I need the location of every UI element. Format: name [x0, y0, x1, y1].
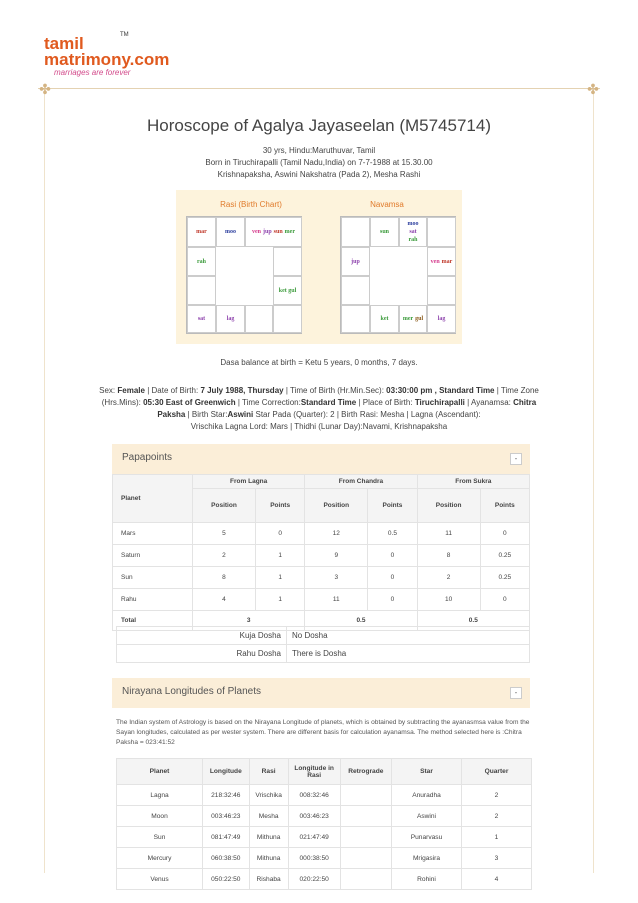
planet-label: mer	[284, 229, 295, 235]
value: 03:30:00 pm , Standard Time	[386, 386, 495, 395]
planet-label: gul	[415, 316, 424, 322]
cell: 3	[462, 848, 532, 869]
table-row	[113, 545, 530, 567]
planet-label: sun	[379, 229, 389, 235]
cell: 0	[368, 567, 417, 589]
info-line-1: 30 yrs, Hindu:Maruthuvar, Tamil	[262, 146, 376, 155]
table-row	[117, 627, 530, 645]
value: 7 July 1988, Thursday	[200, 386, 284, 395]
cell: 0.25	[480, 567, 529, 589]
table-row	[113, 523, 530, 545]
cell: 4	[193, 589, 256, 611]
cell: 2	[193, 545, 256, 567]
cell: 2	[417, 567, 480, 589]
cell: 10	[417, 589, 480, 611]
logo-line1: tamil	[44, 34, 84, 53]
col-header: Points	[255, 489, 304, 523]
value: Chitra Paksha	[157, 398, 537, 419]
cell: 000:38:50	[288, 848, 340, 869]
cell: Rohini	[392, 869, 462, 890]
rasi-house-aries	[216, 217, 245, 247]
planet-label: sat	[409, 229, 417, 235]
value: Aswini	[227, 410, 254, 419]
col-header-planet: Planet	[113, 475, 193, 523]
cell	[340, 827, 391, 848]
col-header: Position	[193, 489, 256, 523]
planet-label: ket	[380, 316, 389, 322]
label: | Place of Birth:	[358, 398, 413, 407]
rasi-house-leo	[273, 276, 302, 305]
cell: 0	[480, 523, 529, 545]
papapoints-title: Papapoints	[122, 452, 173, 463]
cell: 021:47:49	[288, 827, 340, 848]
info-line-3: Krishnapaksha, Aswini Nakshatra (Pada 2), Mesha Rashi	[217, 170, 421, 179]
table-row	[117, 806, 532, 827]
cell: 12	[305, 523, 368, 545]
cell: Total	[113, 611, 193, 631]
nav-house-scorpio	[370, 305, 399, 333]
cell	[340, 869, 391, 890]
cell: Rahu Dosha	[117, 645, 287, 663]
value: Standard Time	[300, 398, 357, 407]
nav-house-sagittarius	[341, 305, 370, 333]
cell: Sun	[117, 827, 203, 848]
frame-right-border	[593, 88, 594, 873]
cell: 0	[368, 545, 417, 567]
cell: 2	[462, 785, 532, 806]
cell: 1	[255, 545, 304, 567]
planet-label: ven	[430, 258, 440, 265]
planet-label: jup	[351, 258, 360, 265]
cell: No Dosha	[287, 627, 530, 645]
planet-label: rah	[197, 258, 206, 265]
table-row	[117, 869, 532, 890]
cell: 3	[193, 611, 305, 631]
cell: Saturn	[113, 545, 193, 567]
label: | Time of Birth (Hr.Min.Sec):	[285, 386, 384, 395]
birth-details	[90, 385, 548, 433]
col-header-group: From Sukra	[417, 475, 529, 489]
nirayana-description: The Indian system of Astrology is based on the Nirayana Longitude of planets, which is obtained by subtracting the ayanasmsa value from the Sayan longitudes, calculated as per wester system. There are different basis for calculation ayanamsa. The method selected here is :Chitra Paksha = 023:41:52	[116, 719, 530, 746]
cell: Punarvasu	[392, 827, 462, 848]
planet-label: jup	[262, 229, 272, 235]
cell: 0.5	[305, 611, 417, 631]
rasi-house-virgo	[273, 305, 302, 333]
cell	[340, 785, 391, 806]
cell: 1	[255, 567, 304, 589]
label: | Time Correction:	[237, 398, 301, 407]
planet-label: rah	[408, 237, 418, 243]
planet-label: ven	[251, 229, 261, 235]
logo-line2: matrimony.com	[44, 50, 170, 69]
col-header-group: From Chandra	[305, 475, 417, 489]
rasi-house-taurus-gemini	[245, 217, 302, 247]
tamilmatrimony-logo[interactable]	[32, 30, 172, 80]
papapoints-header	[112, 444, 530, 474]
cell: Sun	[113, 567, 193, 589]
cell: Rishaba	[249, 869, 288, 890]
nav-house-leo	[427, 276, 456, 305]
rasi-house-sagittarius	[187, 305, 216, 333]
planet-label: moo	[225, 229, 236, 235]
planet-label: sun	[273, 229, 283, 235]
rasi-chart	[176, 190, 326, 344]
nav-house-aries	[370, 217, 399, 247]
cell: 11	[305, 589, 368, 611]
cell: Rahu	[113, 589, 193, 611]
text: Vrischika Lagna Lord: Mars | Thidhi (Lunar Day):Navami, Krishnapaksha	[190, 422, 448, 431]
cell: 0.25	[480, 545, 529, 567]
label: | Birth Star:	[187, 410, 228, 419]
cell: 0	[255, 523, 304, 545]
col-header: Star	[392, 759, 462, 785]
nirayana-header	[112, 678, 530, 708]
cell: Lagna	[117, 785, 203, 806]
cell: Mithuna	[249, 848, 288, 869]
nav-house-pisces	[341, 217, 370, 247]
nav-house-capricorn	[341, 276, 370, 305]
table-row	[117, 645, 530, 663]
cell: 081:47:49	[203, 827, 250, 848]
value: Female	[117, 386, 145, 395]
rasi-house-pisces	[187, 217, 216, 247]
planet-label: moo	[407, 221, 419, 227]
cell: There is Dosha	[287, 645, 530, 663]
cell: 4	[462, 869, 532, 890]
cell: Vrischika	[249, 785, 288, 806]
nav-house-virgo	[427, 305, 456, 333]
logo-tm: TM	[120, 32, 129, 38]
cell: 0	[480, 589, 529, 611]
planet-label: sat	[197, 316, 206, 322]
dosha-table	[116, 626, 530, 663]
cell: 1	[462, 827, 532, 848]
col-header: Position	[417, 489, 480, 523]
cell: Mesha	[249, 806, 288, 827]
navamsa-chart	[312, 190, 462, 344]
nav-house-libra	[399, 305, 427, 333]
col-header: Retrograde	[340, 759, 391, 785]
nav-house-cancer	[427, 247, 456, 276]
planet-label: mar	[196, 229, 207, 235]
cell	[340, 806, 391, 827]
cell: 0.5	[417, 611, 529, 631]
corner-ornament-icon: ✤	[587, 81, 599, 97]
planet-label: lag	[437, 316, 446, 322]
navamsa-chart-title: Navamsa	[370, 200, 404, 209]
table-row	[113, 589, 530, 611]
cell: 0	[368, 589, 417, 611]
cell: 050:22:50	[203, 869, 250, 890]
table-row	[117, 827, 532, 848]
frame-left-border	[44, 88, 45, 873]
cell: 8	[193, 567, 256, 589]
page-title: Horoscope of Agalya Jayaseelan (M5745714)	[147, 116, 491, 135]
rasi-house-cancer	[273, 247, 302, 276]
col-header: Points	[480, 489, 529, 523]
label: Sex:	[99, 386, 116, 395]
corner-ornament-icon: ✤	[39, 81, 51, 97]
rasi-house-scorpio	[216, 305, 245, 333]
col-header-group: From Lagna	[193, 475, 305, 489]
papapoints-table	[112, 474, 530, 631]
cell: 8	[417, 545, 480, 567]
nirayana-title: Nirayana Longitudes of Planets	[122, 686, 261, 697]
label: | Ayanamsa:	[467, 398, 511, 407]
cell: Mrigasira	[392, 848, 462, 869]
info-line-2: Born in Tiruchirapalli (Tamil Nadu,India) on 7-7-1988 at 15.30.00	[205, 158, 433, 167]
cell: 2	[462, 806, 532, 827]
label: | Time Zone (Hrs.Mins):	[101, 386, 539, 407]
col-header: Points	[368, 489, 417, 523]
cell: 003:46:23	[203, 806, 250, 827]
cell: Mithuna	[249, 827, 288, 848]
cell: 3	[305, 567, 368, 589]
nav-house-aquarius	[341, 247, 370, 276]
col-header: Longitude	[203, 759, 250, 785]
cell: 003:46:23	[288, 806, 340, 827]
cell	[340, 848, 391, 869]
collapse-button[interactable]: -	[510, 453, 522, 465]
dasa-balance: Dasa balance at birth = Ketu 5 years, 0 months, 7 days.	[220, 358, 418, 367]
cell: Kuja Dosha	[117, 627, 287, 645]
collapse-button[interactable]: -	[510, 687, 522, 699]
cell: 060:38:50	[203, 848, 250, 869]
nav-house-gemini	[427, 217, 456, 247]
cell: 0.5	[368, 523, 417, 545]
cell: 5	[193, 523, 256, 545]
cell: 020:22:50	[288, 869, 340, 890]
rasi-house-aquarius	[187, 247, 216, 276]
col-header: Quarter	[462, 759, 532, 785]
table-row	[117, 848, 532, 869]
value: Tiruchirapalli	[414, 398, 465, 407]
planet-label: lag	[226, 316, 235, 322]
label: | Date of Birth:	[147, 386, 199, 395]
planet-label: ket gul	[278, 287, 297, 294]
frame-top-border	[38, 88, 600, 89]
cell: Venus	[117, 869, 203, 890]
col-header: Rasi	[249, 759, 288, 785]
col-header: Planet	[117, 759, 203, 785]
cell: 218:32:46	[203, 785, 250, 806]
col-header: Longitude in Rasi	[288, 759, 340, 785]
cell: Moon	[117, 806, 203, 827]
table-row	[117, 785, 532, 806]
cell: Anuradha	[392, 785, 462, 806]
nirayana-table	[116, 758, 532, 890]
cell: 11	[417, 523, 480, 545]
planet-label: mar	[441, 258, 453, 265]
rasi-house-capricorn	[187, 276, 216, 305]
table-row	[113, 567, 530, 589]
logo-tagline: marriages are forever	[54, 68, 131, 77]
nav-house-taurus	[399, 217, 427, 247]
cell: Mars	[113, 523, 193, 545]
value: 05:30 East of Greenwich	[143, 398, 236, 407]
cell: 008:32:46	[288, 785, 340, 806]
rasi-chart-title: Rasi (Birth Chart)	[220, 200, 282, 209]
cell: 1	[255, 589, 304, 611]
cell: Mercury	[117, 848, 203, 869]
col-header: Position	[305, 489, 368, 523]
cell: 9	[305, 545, 368, 567]
cell: Aswini	[392, 806, 462, 827]
text: Star Pada (Quarter): 2 | Birth Rasi: Mesha | Lagna (Ascendant):	[253, 410, 481, 419]
planet-label: mer	[402, 316, 414, 322]
navamsa-grid	[340, 216, 456, 334]
rasi-house-libra	[245, 305, 273, 333]
rasi-grid	[186, 216, 302, 334]
